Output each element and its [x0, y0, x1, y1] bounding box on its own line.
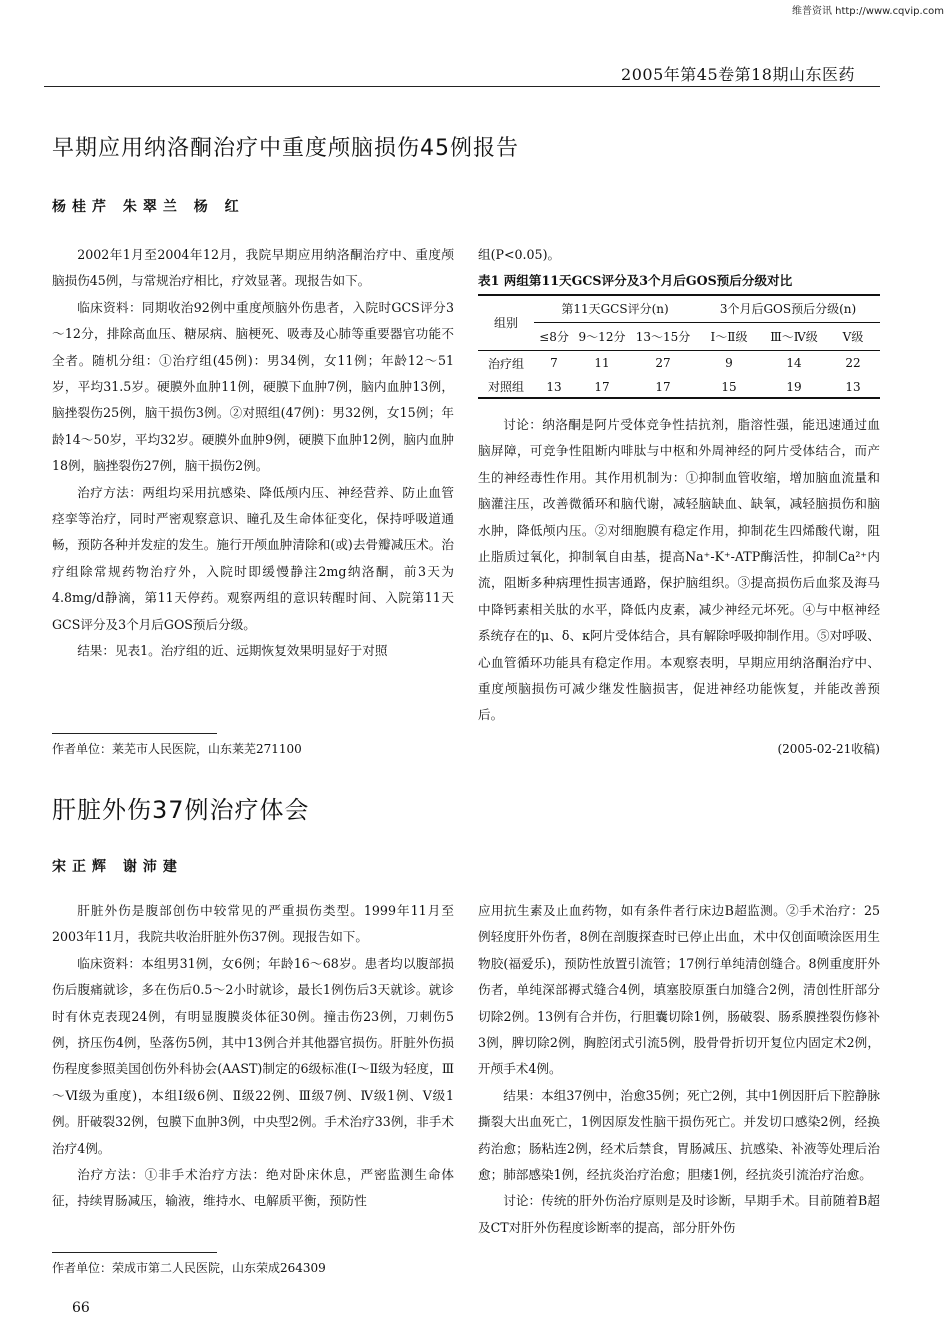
table-header-gcs: 第11天GCS评分(n)	[534, 296, 696, 322]
table-cell-group: 对照组	[478, 376, 534, 398]
table-cell: 22	[845, 356, 861, 371]
table1-caption: 表1 两组第11天GCS评分及3个月后GOS预后分级对比	[478, 273, 793, 288]
table-cell: 9	[725, 356, 733, 371]
article1-result-cont: 组(P<0.05)。	[478, 247, 561, 262]
article2-para: 结果：本组37例中，治愈35例；死亡2例，其中1例因肝后下腔静脉撕裂大出血死亡，1例因原发性脑干损伤死亡。并发切口感染2例，经换药治愈；肠粘连2例，经术后禁食，胃肠减压、抗感染、补液等处理后治愈；肺部感染1例，经抗炎治疗治愈；胆瘘1例，经抗炎引流治疗治愈。	[478, 1087, 880, 1183]
footnote-rule	[52, 1252, 217, 1253]
article2-para: 治疗方法：①非手术治疗方法：绝对卧床休息，严密监测生命体征，持续胃肠减压，输液，维持水、电解质平衡，预防性	[52, 1167, 454, 1209]
article1-received-date: (2005-02-21收稿)	[777, 742, 880, 756]
article1-discussion	[478, 412, 880, 729]
header-rule	[44, 86, 880, 87]
article2-para: 讨论：传统的肝外伤治疗原则是及时诊断，早期手术。目前随着B超及CT对肝外伤程度诊断率的提高，部分肝外伤	[478, 1193, 880, 1235]
article1-para: 治疗方法：两组均采用抗感染、降低颅内压、神经营养、防止血管痉挛等治疗，同时严密观察意识、瞳孔及生命体征变化，保持呼吸道通畅，预防各种并发症的发生。施行开颅血肿清除和(或)去骨瓣减压术。治疗组除常规药物治疗外，入院时即缓慢静注2mg纳洛酮，前3天为4.8mg/d静滴，第11天停药。观察两组的意识转醒时间、入院第11天GCS评分及3个月后GOS预后分级。	[52, 484, 454, 632]
article1-left-column	[52, 242, 454, 665]
page-number: 66	[72, 1300, 90, 1316]
table-cell: 15	[696, 376, 762, 398]
table-row	[478, 376, 880, 398]
journal-issue-header: 2005年第45卷第18期山东医药	[621, 65, 855, 84]
table-cell: 13	[534, 376, 574, 398]
article1-affiliation: 作者单位：莱芜市人民医院，山东莱芜271100	[52, 742, 302, 756]
article1-authors: 杨桂芹 朱翠兰 杨 红	[52, 199, 245, 215]
table-cell: 19	[762, 376, 826, 398]
article2-authors: 宋正辉 谢沛建	[52, 859, 183, 875]
table-subheader: Ⅰ～Ⅱ级	[696, 322, 762, 350]
article2-title: 肝脏外伤37例治疗体会	[52, 796, 310, 824]
article2-affiliation: 作者单位：荣成市第二人民医院，山东荣成264309	[52, 1261, 326, 1275]
table-cell: 14	[786, 356, 802, 371]
table-cell: 27	[655, 356, 671, 371]
table-cell: 13	[826, 376, 880, 398]
article1-discussion-para: 讨论：纳洛酮是阿片受体竞争性拮抗剂，脂溶性强，能迅速通过血脑屏障，可竞争性阻断内啡肽与中枢和外周神经的阿片受体结合，而产生的神经毒性作用。其作用机制为：①抑制血管收缩，增加脑血流量和脑灌注压，改善微循环和脑代谢，减轻脑缺血、缺氧，减轻脑损伤和脑水肿，降低颅内压。②对细胞膜有稳定作用，抑制花生四烯酸代谢，阻止脂质过氧化，抑制氧自由基，提高Na⁺-K⁺-ATP酶活性，抑制Ca²⁺内流，阻断多种病理性损害通路，保护脑组织。③提高损伤后血浆及海马中降钙素相关肽的水平，降低内皮素，减少神经元坏死。④与中枢神经系统存在的μ、δ、κ阿片受体结合，具有解除呼吸抑制作用。⑤对呼吸、心血管循环功能具有稳定作用。本观察表明，早期应用纳洛酮治疗中、重度颅脑损伤可减少继发性脑损害，促进神经功能恢复，并能改善预后。	[478, 417, 880, 723]
article2-para: 肝脏外伤是腹部创伤中较常见的严重损伤类型。1999年11月至2003年11月，我院共收治肝脏外伤37例。现报告如下。	[52, 903, 454, 945]
table-cell-group: 治疗组	[487, 356, 524, 371]
table-subheader: Ⅲ～Ⅳ级	[762, 322, 826, 350]
footnote-rule	[52, 733, 217, 734]
article2-para: 临床资料：本组男31例，女6例；年龄16～68岁。患者均以腹部损伤后腹痛就诊，多在伤后0.5～2小时就诊，最长1例伤后3天就诊。就诊时有休克表现24例，有明显腹膜炎体征30例。撞击伤23例，刀刺伤5例，挤压伤4例，坠落伤5例，其中13例合并其他器官损伤。肝脏外伤损伤程度参照美国创伤外科协会(AAST)制定的6级标准(Ⅰ～Ⅱ级为轻度，Ⅲ～Ⅵ级为重度)，本组Ⅰ级6例、Ⅱ级22例、Ⅲ级7例、Ⅳ级1例、Ⅴ级1例。肝破裂32例，包膜下血肿3例，中央型2例。手术治疗33例，非手术治疗4例。	[52, 955, 454, 1156]
article1-para: 临床资料：同期收治92例中重度颅脑外伤患者，入院时GCS评分3～12分，排除高血压、糖尿病、脑梗死、吸毒及心肺等重要器官功能不全者。随机分组：①治疗组(45例)：男34例，女11例；年龄12～51岁，平均31.5岁。硬膜外血肿11例，硬膜下血肿7例，脑内血肿13例，脑挫裂伤25例，脑干损伤3例。②对照组(47例)：男32例，女15例；年龄14～50岁，平均32岁。硬膜外血肿9例，硬膜下血肿12例，脑内血肿18例，脑挫裂伤27例，脑干损伤2例。	[52, 299, 454, 474]
article1-para: 结果：见表1。治疗组的近、远期恢复效果明显好于对照	[77, 643, 388, 659]
article1-title: 早期应用纳洛酮治疗中重度颅脑损伤45例报告	[52, 136, 519, 161]
table-cell: 17	[630, 376, 696, 398]
table-cell: 11	[594, 356, 610, 371]
table-header-group: 组别	[478, 296, 534, 350]
table-subheader: ≤8分	[534, 322, 574, 350]
article2-right-column	[478, 898, 880, 1241]
table-subheader: Ⅴ级	[826, 322, 880, 350]
table-header-gos: 3个月后GOS预后分级(n)	[696, 296, 880, 322]
table-subheader: 9～12分	[574, 322, 630, 350]
article1-para: 2002年1月至2004年12月，我院早期应用纳洛酮治疗中、重度颅脑损伤45例，与常规治疗相比，疗效显著。现报告如下。	[52, 247, 454, 289]
article2-left-column	[52, 898, 454, 1215]
watermark: 维普资讯 http://www.cqvip.com	[791, 6, 944, 17]
table-cell: 7	[550, 356, 558, 371]
article1-right-top	[478, 242, 880, 268]
table-subheader: 13～15分	[630, 322, 696, 350]
table-cell: 17	[574, 376, 630, 398]
article2-para: 应用抗生素及止血药物，如有条件者行床边B超监测。②手术治疗：25例轻度肝外伤者，8例在剖腹探查时已停止出血，术中仅创面喷涂医用生物胶(福爱乐)，预防性放置引流管；17例行单纯清创缝合。8例重度肝外伤者，单纯深部褥式缝合4例，填塞胶原蛋白加缝合2例，清创性肝部分切除2例。13例有合并伤，行胆囊切除1例，肠破裂、肠系膜挫裂伤修补3例，脾切除2例，胸腔闭式引流5例，股骨骨折切开复位内固定术2例，开颅手术4例。	[478, 903, 880, 1077]
table-row	[478, 350, 880, 376]
table1	[478, 294, 880, 399]
